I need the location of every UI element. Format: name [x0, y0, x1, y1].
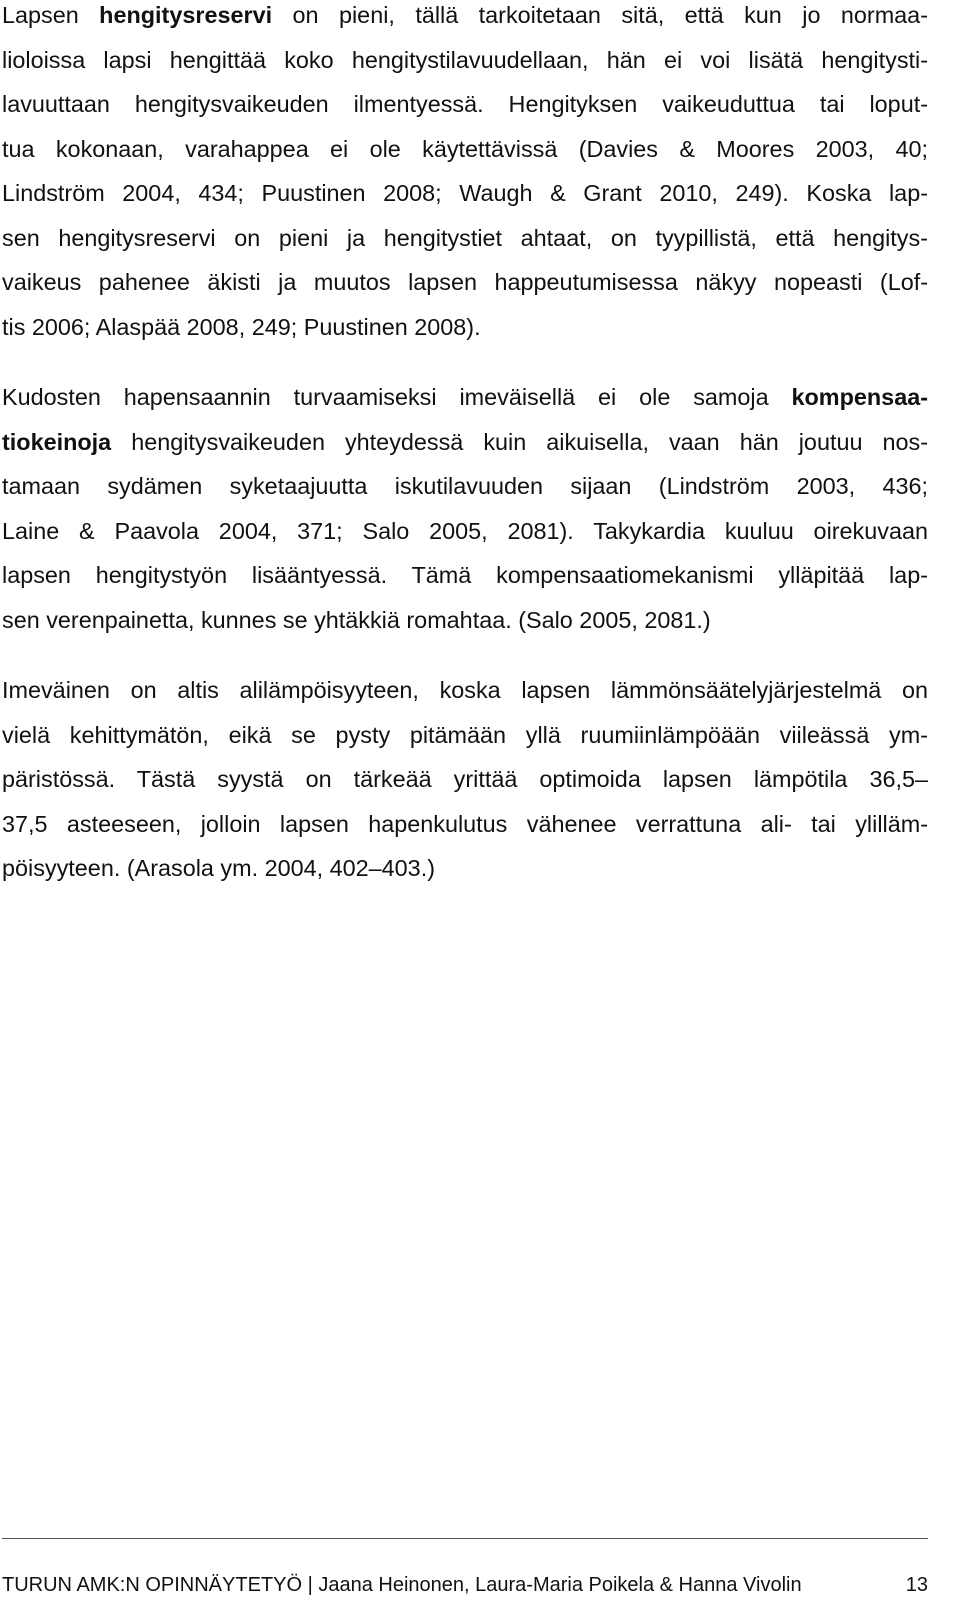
- text-line: Lapsen hengitysreservi on pieni, tällä tarkoitetaan sitä, että kun jo normaa-: [2, 2, 928, 28]
- page-footer: [2, 1573, 928, 1601]
- text-line: lioloissa lapsi hengittää koko hengitystilavuudellaan, hän ei voi lisätä hengitysti-: [2, 46, 928, 73]
- text-line: 37,5 asteeseen, jolloin lapsen hapenkulutus vähenee verrattuna ali- tai ylilläm-: [2, 810, 928, 837]
- page-number: 13: [905, 1574, 928, 1596]
- text-line: Lindström 2004, 434; Puustinen 2008; Waugh & Grant 2010, 249). Koska lap-: [2, 180, 928, 206]
- text-line: vielä kehittymätön, eikä se pysty pitämään yllä ruumiinlämpöään viileässä ym-: [2, 721, 928, 748]
- text-line: sen hengitysreservi on pieni ja hengitystiet ahtaat, on tyypillistä, että hengitys-: [2, 224, 928, 251]
- text-line: pöisyyteen. (Arasola ym. 2004, 402–403.): [2, 855, 435, 881]
- bold-term: tiokeinoja: [2, 428, 112, 455]
- text-line: tua kokonaan, varahappea ei ole käytettävissä (Davies & Moores 2003, 40;: [2, 135, 928, 162]
- text-line: tamaan sydämen syketaajuutta iskutilavuuden sijaan (Lindström 2003, 436;: [2, 473, 928, 499]
- footer-divider: [2, 1538, 928, 1539]
- bold-term: kompensaa-: [791, 384, 928, 410]
- bold-term: hengitysreservi: [99, 2, 273, 28]
- text-line: tiokeinoja hengitysvaikeuden yhteydessä kuin aikuisella, vaan hän joutuu nos-: [2, 428, 928, 455]
- text-line: vaikeus pahenee äkisti ja muutos lapsen happeutumisessa näkyy nopeasti (Lof-: [2, 269, 928, 295]
- text-line: päristössä. Tästä syystä on tärkeää yrittää optimoida lapsen lämpötila 36,5–: [2, 766, 928, 792]
- text-line: tis 2006; Alaspää 2008, 249; Puustinen 2008).: [2, 313, 481, 340]
- paragraph-hengitysreservi: [2, 1, 928, 357]
- text-line: Imeväinen on altis alilämpöisyyteen, koska lapsen lämmönsäätelyjärjestelmä on: [2, 677, 928, 703]
- text-line: Kudosten hapensaannin turvaamiseksi imeväisellä ei ole samoja kompensaa-: [2, 384, 928, 410]
- text-line: Laine & Paavola 2004, 371; Salo 2005, 2081). Takykardia kuuluu oirekuvaan: [2, 517, 928, 544]
- text-line: lavuuttaan hengitysvaikeuden ilmentyessä. Hengityksen vaikeuduttua tai loput-: [2, 91, 928, 117]
- paragraph-kompensaatiokeinot: [2, 383, 928, 650]
- text-line: sen verenpainetta, kunnes se yhtäkkiä romahtaa. (Salo 2005, 2081.): [2, 606, 711, 633]
- text-line: lapsen hengitystyön lisääntyessä. Tämä kompensaatiomekanismi ylläpitää lap-: [2, 562, 928, 588]
- paragraph-alilampoisyys: [2, 676, 928, 899]
- footer-text: TURUN AMK:N OPINNÄYTETYÖ | Jaana Heinonen, Laura-Maria Poikela & Hanna Vivolin: [2, 1574, 802, 1596]
